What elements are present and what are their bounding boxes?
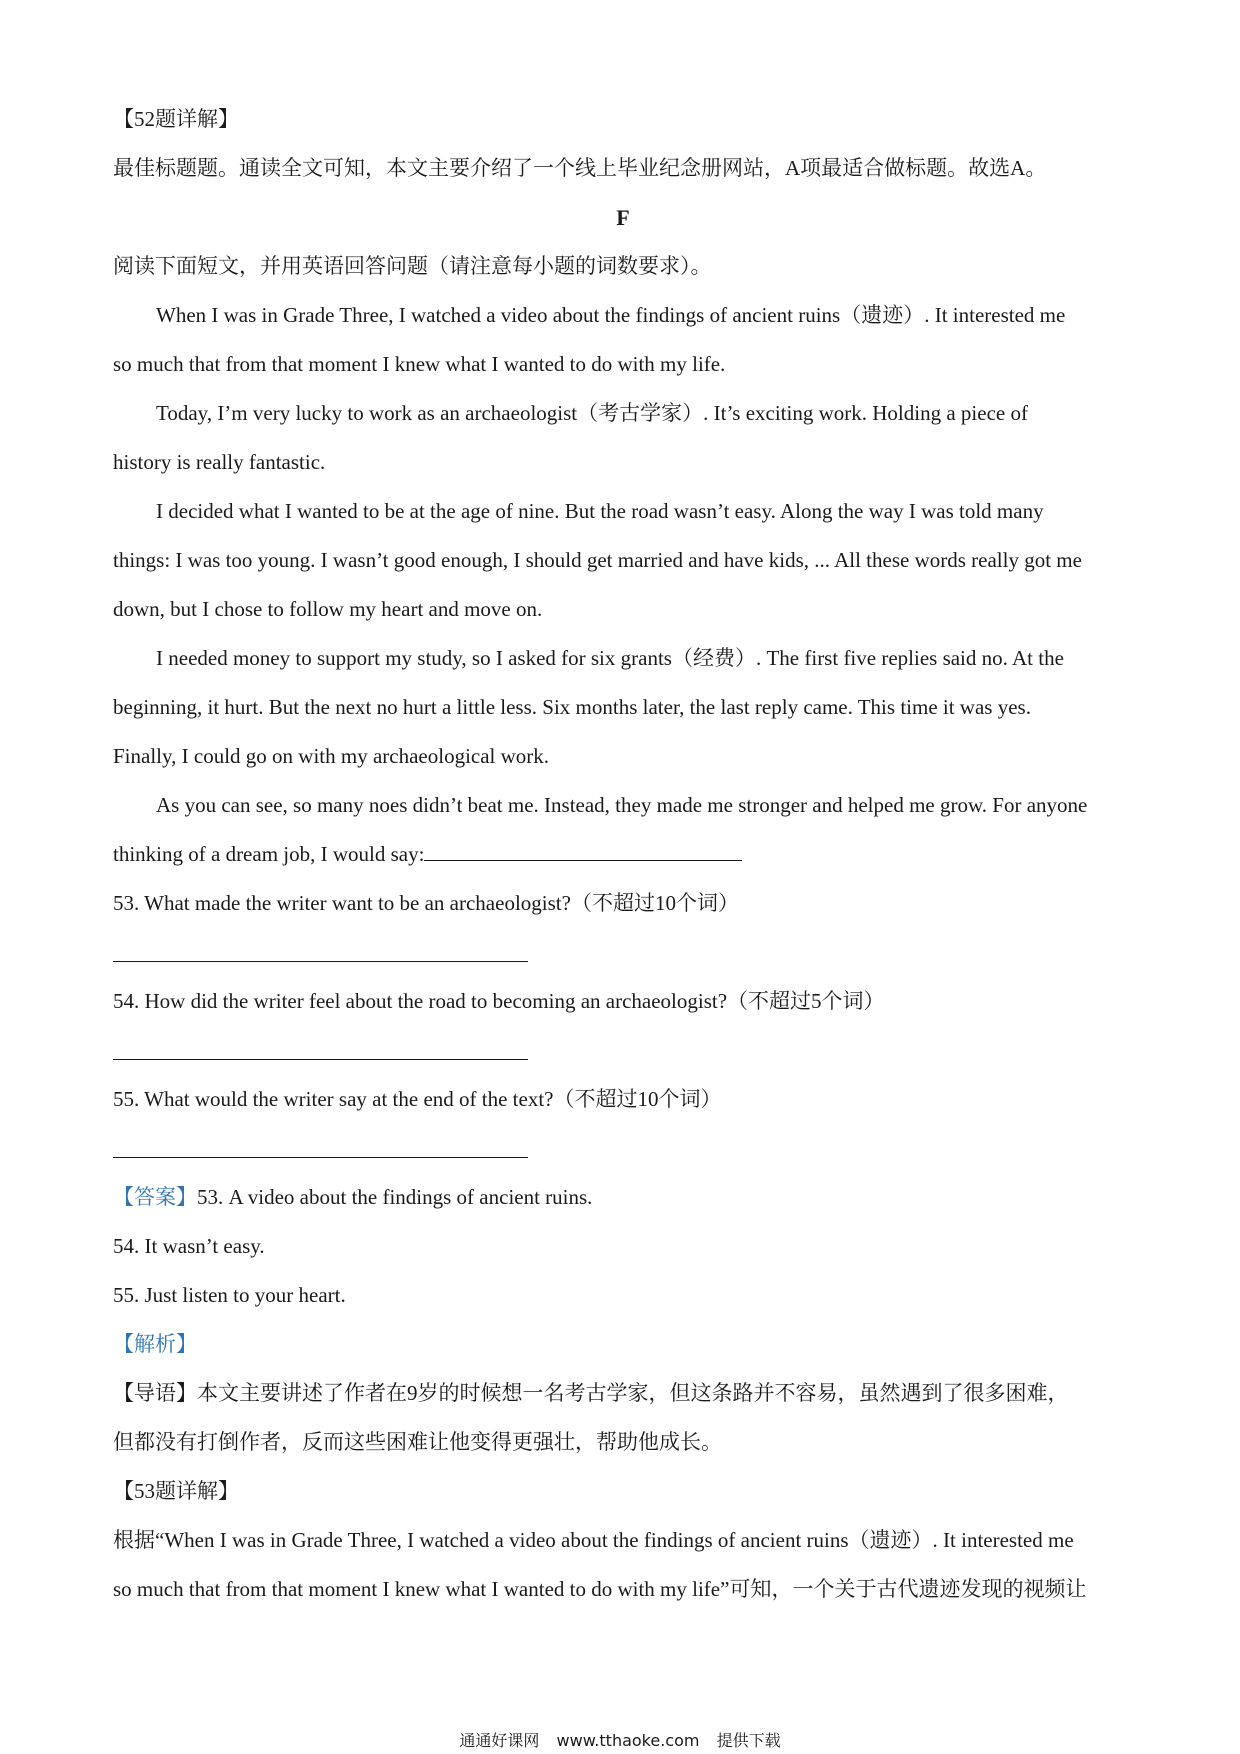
footer-site-name: 通通好课网 <box>459 1731 540 1750</box>
passage-line: Today, I’m very lucky to work as an archaeologist（考古学家）. It’s exciting work. Holding a piece of <box>156 401 1028 425</box>
answer-rule <box>113 1157 528 1158</box>
answer-line-53[interactable] <box>113 928 1133 977</box>
passage-line: down, but I chose to follow my heart and move on. <box>113 597 543 621</box>
answer-line-55[interactable] <box>113 1124 1133 1173</box>
passage-last-line <box>113 830 1133 879</box>
section-f-title: F <box>616 205 630 230</box>
fill-in-blank[interactable] <box>424 842 742 861</box>
analysis-label: 【解析】 <box>113 1332 197 1356</box>
passage-line: so much that from that moment I knew what I wanted to do with my life. <box>113 352 726 376</box>
answer-label: 【答案】 <box>113 1185 197 1209</box>
answer-55: 55. Just listen to your heart. <box>113 1283 346 1307</box>
passage-line-text: thinking of a dream job, I would say: <box>113 842 425 866</box>
q52-explanation: 最佳标题题。通读全文可知，本文主要介绍了一个线上毕业纪念册网站，A项最适合做标题。故选A。 <box>113 156 1047 180</box>
answer-rule <box>113 1059 528 1060</box>
answer-53-row <box>113 1173 1133 1222</box>
passage-line: beginning, it hurt. But the next no hurt a little less. Six months later, the last reply came. This time it was yes. <box>113 695 1031 719</box>
answer-rule <box>113 961 528 962</box>
q52-heading: 【52题详解】 <box>113 107 239 131</box>
q53-explanation-line: so much that from that moment I knew what I wanted to do with my life”可知，一个关于古代遗迹发现的视频让 <box>113 1577 1087 1601</box>
guide-line: 但都没有打倒作者，反而这些困难让他变得更强壮，帮助他成长。 <box>113 1430 722 1454</box>
passage-line: I needed money to support my study, so I asked for six grants（经费）. The first five replies said no. At the <box>156 646 1064 670</box>
q53-explanation-line: 根据“When I was in Grade Three, I watched a video about the findings of ancient ruins（遗迹）. It interested me <box>113 1528 1074 1552</box>
passage-line: history is really fantastic. <box>113 450 326 474</box>
section-f-instruction: 阅读下面短文，并用英语回答问题（请注意每小题的词数要求）。 <box>113 254 712 278</box>
answer-54: 54. It wasn’t easy. <box>113 1234 265 1258</box>
answer-line-54[interactable] <box>113 1026 1133 1075</box>
passage-line: Finally, I could go on with my archaeological work. <box>113 744 550 768</box>
question-55: 55. What would the writer say at the end of the text?（不超过10个词） <box>113 1087 722 1111</box>
page-footer <box>0 1728 1240 1751</box>
q53-heading: 【53题详解】 <box>113 1479 239 1503</box>
passage-line: As you can see, so many noes didn’t beat me. Instead, they made me stronger and helped me grow. For anyone <box>156 793 1088 817</box>
question-53: 53. What made the writer want to be an archaeologist?（不超过10个词） <box>113 891 739 915</box>
passage-line: I decided what I wanted to be at the age of nine. But the road wasn’t easy. Along the way I was told many <box>156 499 1044 523</box>
passage-line: things: I was too young. I wasn’t good enough, I should get married and have kids, ... All these words really got me <box>113 548 1082 572</box>
guide-line: 【导语】本文主要讲述了作者在9岁的时候想一名考古学家，但这条路并不容易，虽然遇到了很多困难， <box>113 1381 1069 1405</box>
footer-note: 提供下载 <box>716 1731 781 1750</box>
footer-url[interactable]: www.tthaoke.com <box>556 1731 700 1750</box>
answer-53: 53. A video about the findings of ancient ruins. <box>197 1185 593 1209</box>
question-54: 54. How did the writer feel about the road to becoming an archaeologist?（不超过5个词） <box>113 989 885 1013</box>
document-page <box>113 95 1133 1614</box>
passage-line: When I was in Grade Three, I watched a video about the findings of ancient ruins（遗迹）. It interested me <box>156 303 1066 327</box>
